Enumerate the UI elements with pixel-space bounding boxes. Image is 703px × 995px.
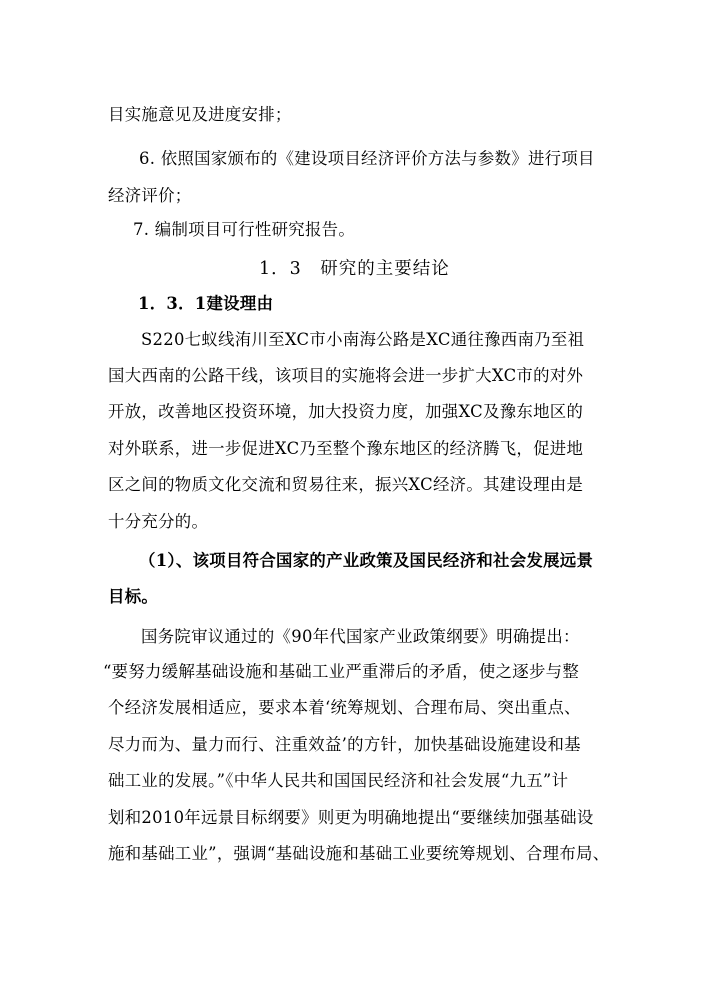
text-line-1: 目实施意见及进度安排； [108,105,292,124]
point-heading-line-2: 目标。 [108,587,159,606]
paragraph-2-line-6: 划和2010年远景目标纲要》则更为明确地提出“要继续加强基础设 [108,808,594,827]
subsection-heading: 1．3．1建设理由 [138,294,274,313]
text-line-3: 经济评价； [108,186,192,205]
paragraph-line-3: 开放，改善地区投资环境，加大投资力度，加强XC及豫东地区的 [108,402,584,421]
paragraph-line-1: S220七蚁线洧川至XC市小南海公路是XC通往豫西南乃至祖 [141,330,585,349]
paragraph-2-line-2: “要努力缓解基础设施和基础工业严重滞后的矛盾，使之逐步与整 [103,662,580,681]
paragraph-line-2: 国大西南的公路干线，该项目的实施将会进一步扩大XC市的对外 [108,366,584,385]
paragraph-line-6: 十分充分的。 [108,512,209,531]
paragraph-2-line-3: 个经济发展相适应，要求本着‘统筹规划、合理布局、突出重点、 [108,698,581,717]
paragraph-line-5: 区之间的物质文化交流和贸易往来，振兴XC经济。其建设理由是 [108,475,584,494]
point-heading-line-1: （1）、该项目符合国家的产业政策及国民经济和社会发展远景 [139,551,594,570]
paragraph-2-line-5: 础工业的发展。”《中华人民共和国国民经济和社会发展“九五”计 [108,771,569,790]
paragraph-2-line-4: 尽力而为、量力而行、注重效益’的方针，加快基础设施建设和基 [108,735,581,754]
list-item-6: 6. 依照国家颁布的《建设项目经济评价方法与参数》进行项目 [139,149,595,168]
section-heading: 1．3 研究的主要结论 [259,259,450,279]
paragraph-2-line-1: 国务院审议通过的《90年代国家产业政策纲要》明确提出： [141,627,580,646]
list-item-7: 7. 编制项目可行性研究报告。 [133,220,356,239]
paragraph-line-4: 对外联系，进一步促进XC乃至整个豫东地区的经济腾飞，促进地 [108,439,584,458]
paragraph-2-line-7: 施和基础工业”，强调“基础设施和基础工业要统筹规划、合理布局、 [108,844,610,863]
